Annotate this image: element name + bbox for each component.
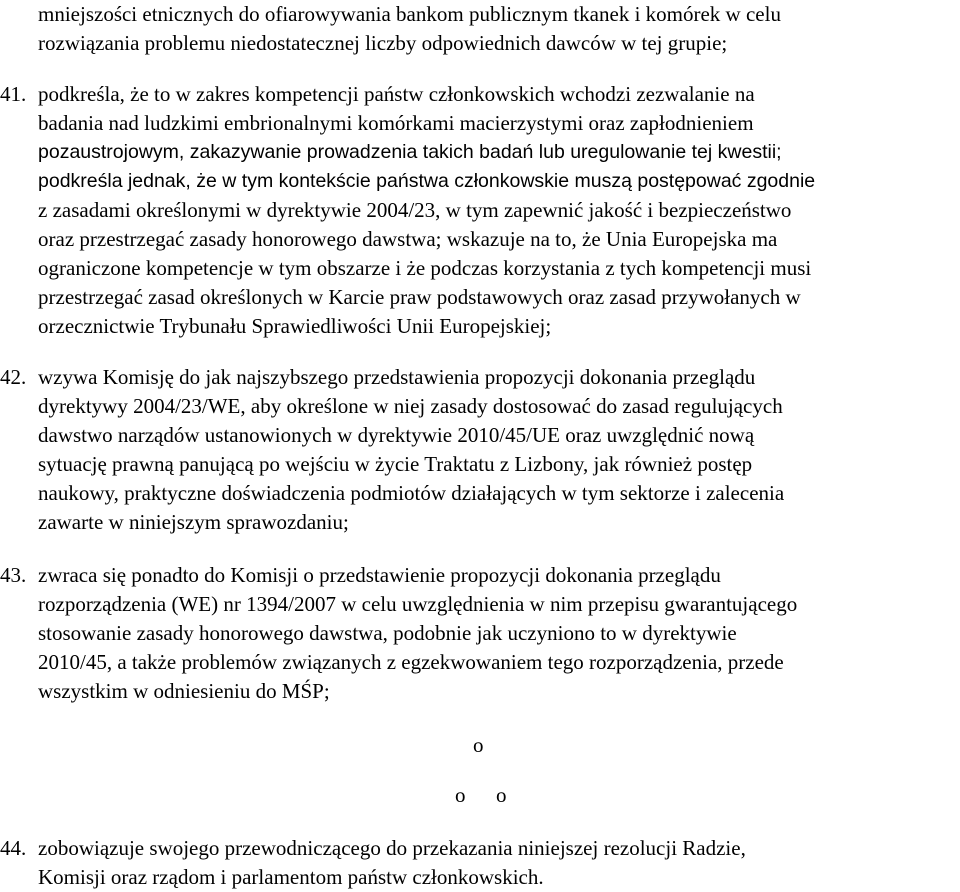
item-41-line-6: oraz przestrzegać zasady honorowego dawstwa; wskazuje na to, że Unia Europejska ma [38,227,778,251]
separator-mark-right: o [496,783,507,807]
intro-line-2: rozwiązania problemu niedostatecznej liczby odpowiednich dawców w tej grupie; [38,31,728,55]
item-42-line-6: zawarte w niniejszym sprawozdaniu; [38,510,349,534]
separator-mark-left: o [455,783,466,807]
item-41-line-5: z zasadami określonymi w dyrektywie 2004/23, w tym zapewnić jakość i bezpieczeństwo [38,198,792,222]
item-42-number: 42. [0,365,27,389]
item-41-line-4: podkreśla jednak, że w tym kontekście państwa członkowskie muszą postępować zgodnie [38,170,816,192]
item-41-line-9: orzecznictwie Trybunału Sprawiedliwości Unii Europejskiej; [38,314,552,338]
item-43-line-5: wszystkim w odniesieniu do MŚP; [38,679,330,703]
separator-mark-top: o [473,733,484,757]
item-41-line-2: badania nad ludzkimi embrionalnymi komórkami macierzystymi oraz zapłodnieniem [38,111,754,135]
item-41-line-1: podkreśla, że to w zakres kompetencji państw członkowskich wchodzi zezwalanie na [38,82,755,106]
item-44-number: 44. [0,836,27,860]
item-43-line-2: rozporządzenia (WE) nr 1394/2007 w celu uwzględnienia w nim przepisu gwarantującego [38,592,798,616]
item-41-line-3: pozaustrojowym, zakazywanie prowadzenia takich badań lub uregulowanie tej kwestii; [38,141,782,163]
item-44-line-2: Komisji oraz rządom i parlamentom państw członkowskich. [38,865,544,889]
item-44-line-1: zobowiązuje swojego przewodniczącego do przekazania niniejszej rezolucji Radzie, [38,836,746,860]
item-43-line-4: 2010/45, a także problemów związanych z egzekwowaniem tego rozporządzenia, przede [38,650,784,674]
item-42-line-4: sytuację prawną panującą po wejściu w życie Traktatu z Lizbony, jak również postęp [38,452,753,476]
item-43-line-1: zwraca się ponadto do Komisji o przedstawienie propozycji dokonania przeglądu [38,563,721,587]
intro-line-1: mniejszości etnicznych do ofiarowywania bankom publicznym tkanek i komórek w celu [38,2,781,26]
item-42-line-3: dawstwo narządów ustanowionych w dyrektywie 2010/45/UE oraz uwzględnić nową [38,423,755,447]
item-42-line-5: naukowy, praktyczne doświadczenia podmiotów działających w tym sektorze i zalecenia [38,481,785,505]
item-43-number: 43. [0,563,27,587]
item-43-line-3: stosowanie zasady honorowego dawstwa, podobnie jak uczyniono to w dyrektywie [38,621,737,645]
item-41-line-7: ograniczone kompetencje w tym obszarze i że podczas korzystania z tych kompetencji musi [38,256,812,280]
item-42-line-1: wzywa Komisję do jak najszybszego przedstawienia propozycji dokonania przeglądu [38,365,756,389]
item-42-line-2: dyrektywy 2004/23/WE, aby określone w niej zasady dostosować do zasad regulujących [38,394,783,418]
item-41-line-8: przestrzegać zasad określonych w Karcie praw podstawowych oraz zasad przywołanych w [38,285,801,309]
item-41-number: 41. [0,82,27,106]
